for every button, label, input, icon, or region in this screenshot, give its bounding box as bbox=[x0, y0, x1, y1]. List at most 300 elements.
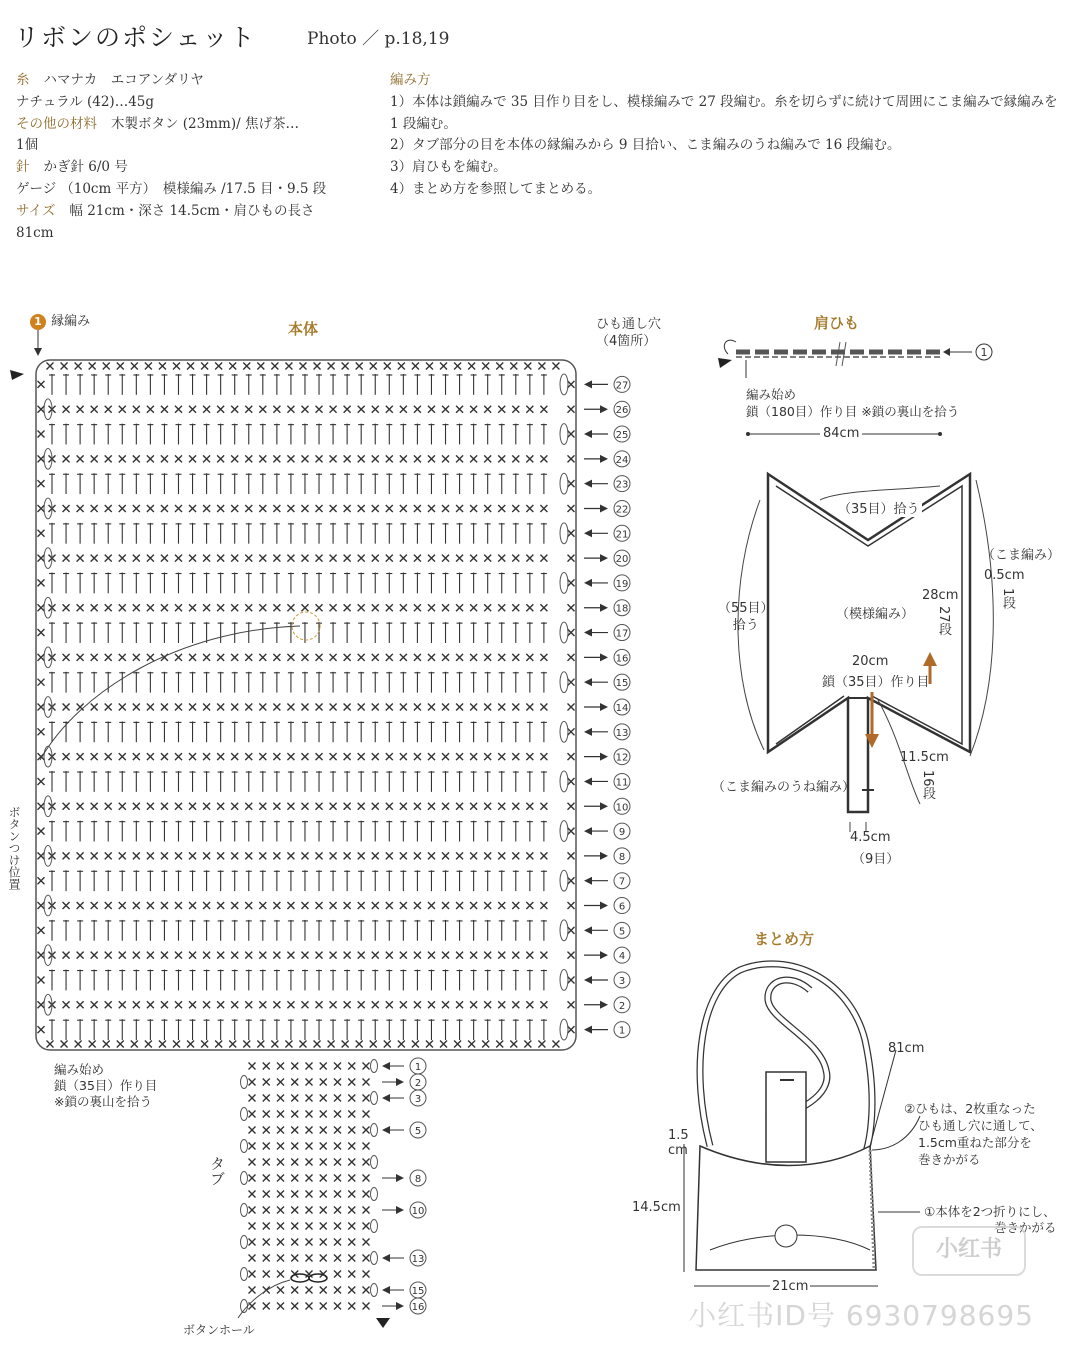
sc-stitch bbox=[159, 363, 166, 370]
sc-stitch bbox=[344, 654, 351, 661]
sc-stitch bbox=[470, 604, 477, 611]
sc-stitch bbox=[147, 753, 154, 760]
sc-stitch bbox=[259, 704, 266, 711]
sc-stitch bbox=[358, 753, 365, 760]
sc-stitch bbox=[454, 1041, 461, 1048]
sc-stitch bbox=[512, 455, 519, 462]
spec-row: 81cm bbox=[16, 224, 54, 241]
sc-stitch bbox=[38, 976, 45, 983]
sc-stitch bbox=[231, 406, 238, 413]
sc-stitch bbox=[38, 455, 45, 462]
turning-chain bbox=[44, 548, 52, 569]
sc-stitch bbox=[498, 555, 505, 562]
sc-stitch bbox=[348, 1079, 355, 1086]
spec-row: 1個 bbox=[16, 137, 39, 154]
sc-stitch bbox=[496, 363, 503, 370]
sc-stitch bbox=[316, 902, 323, 909]
sc-stitch bbox=[400, 1001, 407, 1008]
sc-stitch bbox=[215, 363, 222, 370]
sc-stitch bbox=[189, 555, 196, 562]
sc-stitch bbox=[201, 363, 208, 370]
sc-stitch bbox=[314, 363, 321, 370]
top-pick-label: （35目）拾う bbox=[836, 498, 922, 517]
sc-stitch bbox=[91, 803, 98, 810]
sc-stitch bbox=[161, 604, 168, 611]
sc-stitch bbox=[91, 1001, 98, 1008]
sc-stitch bbox=[428, 902, 435, 909]
turning-chain bbox=[44, 399, 52, 420]
row-arrow bbox=[600, 554, 608, 562]
row-number: 2 bbox=[618, 1000, 626, 1012]
sc-stitch bbox=[291, 1191, 298, 1198]
tab-row-arrow bbox=[382, 1254, 390, 1262]
tab-stitch-grid bbox=[241, 1060, 378, 1313]
sc-stitch bbox=[526, 704, 533, 711]
sc-label: （こま編み） bbox=[982, 548, 1061, 563]
sc-stitch bbox=[552, 363, 559, 370]
sc-stitch bbox=[133, 704, 140, 711]
row-number: 7 bbox=[618, 876, 626, 888]
edge-arrow-head bbox=[34, 348, 42, 356]
sc-stitch bbox=[526, 902, 533, 909]
sc-stitch bbox=[77, 902, 84, 909]
sc-stitch bbox=[273, 604, 280, 611]
sc-stitch bbox=[259, 753, 266, 760]
spec-row: 針 かぎ針 6/0 号 bbox=[16, 159, 128, 176]
sc-stitch bbox=[301, 1001, 308, 1008]
button-icon bbox=[775, 1225, 797, 1247]
turning-chain bbox=[560, 573, 568, 594]
sc-stitch bbox=[133, 1001, 140, 1008]
sc-stitch bbox=[245, 704, 252, 711]
sc-stitch bbox=[348, 1159, 355, 1166]
sc-stitch bbox=[161, 902, 168, 909]
sc-stitch bbox=[400, 654, 407, 661]
turning-chain bbox=[44, 895, 52, 916]
sc-stitch bbox=[348, 1239, 355, 1246]
sc-stitch bbox=[470, 555, 477, 562]
sc-stitch bbox=[105, 455, 112, 462]
sc-stitch bbox=[512, 505, 519, 512]
sc-stitch bbox=[273, 455, 280, 462]
sc-stitch bbox=[119, 753, 126, 760]
sc-stitch bbox=[540, 704, 547, 711]
row-number: 10 bbox=[615, 802, 629, 814]
sc-stitch bbox=[189, 753, 196, 760]
sc-stitch bbox=[203, 852, 210, 859]
sc-stitch bbox=[344, 952, 351, 959]
tab-length-label: 11.5cm bbox=[900, 750, 949, 765]
sc-stitch bbox=[257, 363, 264, 370]
sc-stitch bbox=[301, 852, 308, 859]
sc-stitch bbox=[370, 1041, 377, 1048]
sc-stitch bbox=[334, 1207, 341, 1214]
sc-stitch bbox=[301, 902, 308, 909]
sc-stitch bbox=[263, 1111, 270, 1118]
sc-stitch bbox=[249, 1175, 256, 1182]
sc-stitch bbox=[119, 555, 126, 562]
sc-stitch bbox=[540, 803, 547, 810]
sc-stitch bbox=[400, 704, 407, 711]
sc-stitch bbox=[330, 555, 337, 562]
row-number: 17 bbox=[615, 628, 629, 640]
sc-stitch bbox=[245, 952, 252, 959]
sc-stitch bbox=[568, 852, 575, 859]
sc-stitch bbox=[414, 852, 421, 859]
sc-stitch bbox=[38, 604, 45, 611]
sc-stitch bbox=[568, 952, 575, 959]
sc-stitch bbox=[133, 803, 140, 810]
sc-stitch bbox=[363, 1223, 370, 1230]
sc-stitch bbox=[119, 902, 126, 909]
turning-chain bbox=[560, 870, 568, 891]
sc-stitch bbox=[320, 1111, 327, 1118]
sc-stitch bbox=[568, 1001, 575, 1008]
sc-stitch bbox=[263, 1143, 270, 1150]
sc-stitch bbox=[372, 654, 379, 661]
sc-stitch bbox=[277, 1079, 284, 1086]
tab-flap bbox=[766, 1072, 806, 1162]
sc-stitch bbox=[370, 363, 377, 370]
sc-stitch bbox=[456, 803, 463, 810]
sc-stitch bbox=[147, 555, 154, 562]
sc-stitch bbox=[38, 579, 45, 586]
tab-row-number: 16 bbox=[411, 1302, 425, 1313]
sc-stitch bbox=[147, 654, 154, 661]
spec-row: 糸 ハマナカ エコアンダリヤ bbox=[16, 72, 204, 88]
sc-stitch bbox=[287, 704, 294, 711]
sc-stitch bbox=[316, 406, 323, 413]
sc-stitch bbox=[524, 363, 531, 370]
sc-stitch bbox=[259, 803, 266, 810]
sc-stitch bbox=[217, 654, 224, 661]
sc-stitch bbox=[249, 1287, 256, 1294]
sc-stitch bbox=[259, 852, 266, 859]
sc-stitch bbox=[175, 902, 182, 909]
sc-stitch bbox=[277, 1175, 284, 1182]
sc-stitch bbox=[263, 1239, 270, 1246]
sc-stitch bbox=[358, 902, 365, 909]
sc-stitch bbox=[484, 952, 491, 959]
sc-stitch bbox=[91, 654, 98, 661]
sc-stitch bbox=[348, 1111, 355, 1118]
sc-stitch bbox=[328, 363, 335, 370]
sc-stitch bbox=[400, 803, 407, 810]
sc-stitch bbox=[291, 1239, 298, 1246]
sc-stitch bbox=[301, 455, 308, 462]
sc-stitch bbox=[456, 555, 463, 562]
sc-stitch bbox=[273, 852, 280, 859]
sc-stitch bbox=[291, 1255, 298, 1262]
sc-stitch bbox=[363, 1271, 370, 1278]
sc-stitch bbox=[320, 1207, 327, 1214]
sc-stitch bbox=[145, 363, 152, 370]
sc-stitch bbox=[63, 852, 70, 859]
sc-stitch bbox=[231, 902, 238, 909]
sc-stitch bbox=[540, 852, 547, 859]
assembly-note-2: ②ひもは、2枚重なった ひも通し穴に通して、 1.5cm重ねた部分を 巻きかがる bbox=[904, 1101, 1043, 1167]
sc-stitch bbox=[314, 1041, 321, 1048]
sc-stitch bbox=[133, 852, 140, 859]
sc-stitch bbox=[386, 753, 393, 760]
sc-stitch bbox=[316, 455, 323, 462]
turning-chain bbox=[44, 994, 52, 1015]
sc-stitch bbox=[428, 654, 435, 661]
sc-stitch bbox=[249, 1255, 256, 1262]
sc-stitch bbox=[414, 604, 421, 611]
sc-stitch bbox=[189, 505, 196, 512]
sc-stitch bbox=[47, 363, 54, 370]
sc-stitch bbox=[386, 654, 393, 661]
sc-stitch bbox=[243, 363, 250, 370]
sc-stitch bbox=[91, 555, 98, 562]
sc-stitch bbox=[291, 1127, 298, 1134]
sc-stitch bbox=[344, 555, 351, 562]
sc-stitch bbox=[568, 654, 575, 661]
sc-stitch bbox=[147, 704, 154, 711]
sc-stitch bbox=[89, 363, 96, 370]
sc-stitch bbox=[63, 803, 70, 810]
row-number: 27 bbox=[615, 380, 629, 392]
sc-stitch bbox=[428, 406, 435, 413]
sc-stitch bbox=[263, 1063, 270, 1070]
sc-stitch bbox=[301, 803, 308, 810]
sc-stitch bbox=[482, 363, 489, 370]
row-arrow bbox=[584, 629, 592, 637]
sc-stitch bbox=[105, 1001, 112, 1008]
sc-stitch bbox=[358, 952, 365, 959]
sc-stitch bbox=[526, 604, 533, 611]
sc-stitch bbox=[175, 654, 182, 661]
sc-stitch bbox=[498, 803, 505, 810]
sc-stitch bbox=[38, 704, 45, 711]
body-row-numbers bbox=[584, 376, 630, 1037]
sc-stitch bbox=[330, 704, 337, 711]
sc-stitch bbox=[77, 555, 84, 562]
sc-stitch bbox=[568, 976, 575, 983]
tab-row-arrow bbox=[382, 1126, 390, 1134]
tab-row-arrow bbox=[396, 1174, 404, 1182]
sc-stitch bbox=[203, 902, 210, 909]
row-number: 20 bbox=[615, 554, 629, 566]
sc-stitch bbox=[320, 1287, 327, 1294]
sc-stitch bbox=[38, 902, 45, 909]
sc-stitch bbox=[287, 902, 294, 909]
sc-stitch bbox=[161, 455, 168, 462]
sc-stitch bbox=[291, 1079, 298, 1086]
edge-label: 1 縁編み bbox=[30, 310, 90, 330]
instruction-step: 3）肩ひもを編む。 bbox=[390, 159, 507, 176]
turning-chain bbox=[44, 647, 52, 668]
sc-stitch bbox=[105, 555, 112, 562]
sc-stitch bbox=[348, 1143, 355, 1150]
assembly-width: 21cm bbox=[772, 1279, 809, 1294]
sc-stitch bbox=[145, 1041, 152, 1048]
sc-stitch bbox=[306, 1143, 313, 1150]
sc-stitch bbox=[330, 803, 337, 810]
sc-stitch bbox=[38, 877, 45, 884]
turning-chain bbox=[44, 746, 52, 767]
sc-stitch bbox=[496, 1041, 503, 1048]
sc-stitch bbox=[348, 1175, 355, 1182]
sc-stitch bbox=[257, 1041, 264, 1048]
sc-stitch bbox=[384, 363, 391, 370]
sc-stitch bbox=[454, 363, 461, 370]
sc-stitch bbox=[334, 1191, 341, 1198]
sc-stitch bbox=[468, 1041, 475, 1048]
sc-stitch bbox=[217, 1001, 224, 1008]
sc-stitch bbox=[330, 406, 337, 413]
sc-stitch bbox=[386, 902, 393, 909]
sc-stitch bbox=[400, 753, 407, 760]
sc-stitch bbox=[277, 1223, 284, 1230]
sc-stitch bbox=[316, 753, 323, 760]
sc-stitch bbox=[277, 1111, 284, 1118]
sc-stitch bbox=[231, 555, 238, 562]
turning-chain bbox=[560, 374, 568, 395]
sc-stitch bbox=[291, 1175, 298, 1182]
sc-stitch bbox=[175, 555, 182, 562]
sc-stitch bbox=[203, 604, 210, 611]
sc-stitch bbox=[159, 1041, 166, 1048]
sc-stitch bbox=[301, 704, 308, 711]
sc-stitch bbox=[189, 604, 196, 611]
row-arrow bbox=[584, 579, 592, 587]
tab-turning-chain bbox=[241, 1108, 248, 1121]
tab-turning-chain bbox=[241, 1236, 248, 1249]
sc-stitch bbox=[540, 952, 547, 959]
row-arrow bbox=[584, 1026, 592, 1034]
sc-stitch bbox=[119, 704, 126, 711]
sc-stitch bbox=[328, 1041, 335, 1048]
sc-stitch bbox=[189, 455, 196, 462]
spec-row: サイズ 幅 21cm・深さ 14.5cm・肩ひもの長さ bbox=[16, 202, 315, 219]
pattern-label: （模様編み） bbox=[836, 607, 915, 622]
sc-stitch bbox=[442, 803, 449, 810]
sc-rows: 1段 bbox=[1000, 588, 1015, 610]
sc-stitch bbox=[63, 455, 70, 462]
sc-stitch bbox=[482, 1041, 489, 1048]
row-number: 21 bbox=[615, 529, 629, 541]
sc-stitch bbox=[540, 604, 547, 611]
sc-stitch bbox=[344, 1001, 351, 1008]
sc-stitch bbox=[526, 852, 533, 859]
sc-stitch bbox=[363, 1207, 370, 1214]
turning-chain bbox=[44, 945, 52, 966]
chain-label: 鎖（35目）作り目 bbox=[822, 675, 930, 690]
sc-stitch bbox=[105, 803, 112, 810]
tab-row-number: 3 bbox=[414, 1094, 422, 1105]
sc-stitch bbox=[470, 952, 477, 959]
sc-stitch bbox=[568, 1026, 575, 1033]
sc-stitch bbox=[249, 1159, 256, 1166]
sc-stitch bbox=[484, 1001, 491, 1008]
row-arrow bbox=[600, 504, 608, 512]
row-arrow bbox=[584, 777, 592, 785]
row-number: 9 bbox=[618, 827, 626, 839]
row-number: 25 bbox=[615, 430, 629, 442]
sc-stitch bbox=[498, 704, 505, 711]
sc-stitch bbox=[526, 505, 533, 512]
sc-stitch bbox=[330, 654, 337, 661]
row-number: 8 bbox=[618, 851, 626, 863]
sc-stitch bbox=[38, 381, 45, 388]
sc-stitch bbox=[412, 1041, 419, 1048]
tab-turning-chain bbox=[371, 1092, 378, 1105]
sc-stitch bbox=[161, 852, 168, 859]
sc-stitch bbox=[344, 704, 351, 711]
tab-end-marker bbox=[376, 1318, 390, 1328]
sc-stitch bbox=[512, 704, 519, 711]
sc-stitch bbox=[306, 1191, 313, 1198]
sc-stitch bbox=[306, 1159, 313, 1166]
sc-stitch bbox=[356, 363, 363, 370]
photo-reference: Photo ／ p.18,19 bbox=[307, 29, 450, 49]
sc-stitch bbox=[287, 1001, 294, 1008]
sc-stitch bbox=[301, 952, 308, 959]
sc-stitch bbox=[568, 679, 575, 686]
tab-rows-label: 16段 bbox=[920, 770, 935, 800]
sc-stitch bbox=[105, 505, 112, 512]
sc-stitch bbox=[133, 406, 140, 413]
row-number: 11 bbox=[615, 777, 629, 789]
tab-width-stitches: （9目） bbox=[852, 852, 900, 867]
sc-stitch bbox=[512, 604, 519, 611]
sc-stitch bbox=[568, 505, 575, 512]
tab-row-arrow bbox=[396, 1078, 404, 1086]
sc-stitch bbox=[229, 1041, 236, 1048]
sc-stitch bbox=[484, 604, 491, 611]
sc-stitch bbox=[301, 505, 308, 512]
assembly-note-1: ①本体を2つ折りにし、 巻きかがる bbox=[924, 1204, 1057, 1235]
row-arrow bbox=[600, 753, 608, 761]
sc-stitch bbox=[161, 704, 168, 711]
sc-stitch bbox=[38, 555, 45, 562]
page-title: リボンのポシェット bbox=[14, 23, 257, 52]
sc-stitch bbox=[105, 852, 112, 859]
sc-stitch bbox=[363, 1143, 370, 1150]
tab-row-arrow bbox=[382, 1094, 390, 1102]
sc-stitch bbox=[245, 902, 252, 909]
sc-stitch bbox=[316, 654, 323, 661]
body-start-marker bbox=[10, 370, 24, 380]
sc-stitch bbox=[372, 753, 379, 760]
sc-stitch bbox=[316, 604, 323, 611]
sc-stitch bbox=[63, 902, 70, 909]
sc-stitch bbox=[291, 1223, 298, 1230]
sc-stitch bbox=[301, 555, 308, 562]
sc-stitch bbox=[524, 1041, 531, 1048]
sc-stitch bbox=[334, 1159, 341, 1166]
sc-stitch bbox=[245, 803, 252, 810]
sc-stitch bbox=[77, 406, 84, 413]
sc-stitch bbox=[63, 1001, 70, 1008]
sc-stitch bbox=[299, 363, 306, 370]
sc-stitch bbox=[173, 363, 180, 370]
sc-stitch bbox=[259, 952, 266, 959]
sc-stitch bbox=[386, 455, 393, 462]
sc-stitch bbox=[231, 505, 238, 512]
sc-stitch bbox=[273, 704, 280, 711]
sc-stitch bbox=[245, 604, 252, 611]
sc-stitch bbox=[217, 952, 224, 959]
sc-stitch bbox=[103, 363, 110, 370]
sc-stitch bbox=[568, 480, 575, 487]
sc-stitch bbox=[470, 704, 477, 711]
sc-stitch bbox=[77, 654, 84, 661]
sc-stitch bbox=[468, 363, 475, 370]
sc-stitch bbox=[306, 1303, 313, 1310]
